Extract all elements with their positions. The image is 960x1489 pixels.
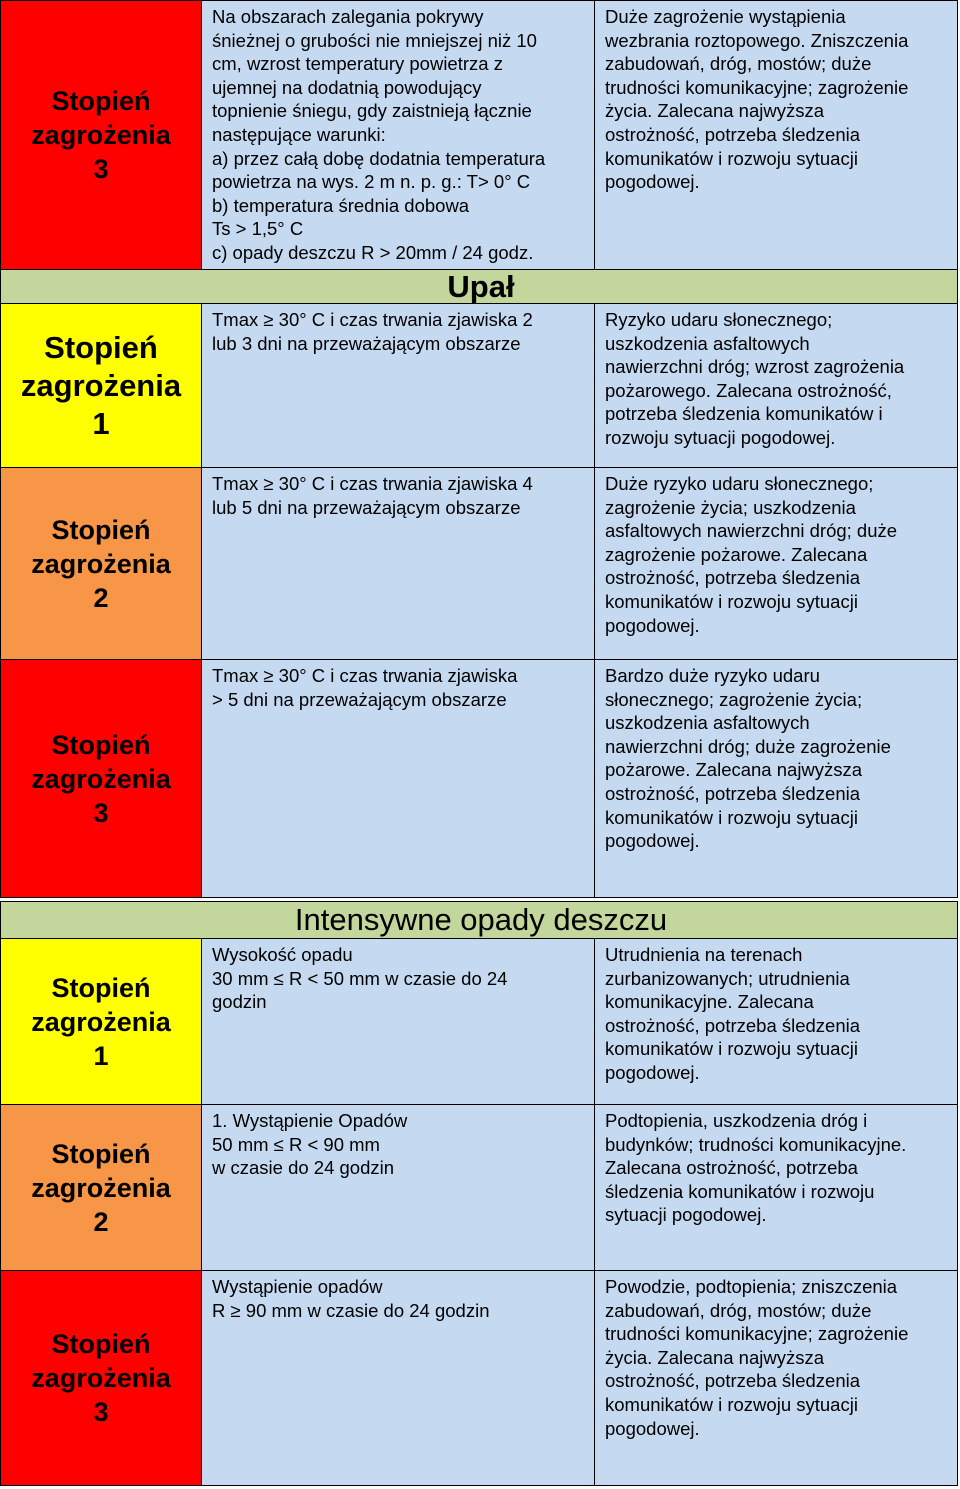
level-number: 1 xyxy=(92,405,110,441)
condition-line: Tmax ≥ 30° C i czas trwania zjawiska xyxy=(212,665,518,686)
condition-line: 30 mm ≤ R < 50 mm w czasie do 24 xyxy=(212,967,508,989)
effect-cell xyxy=(595,304,958,468)
condition-line: > 5 dni na przeważającym obszarze xyxy=(212,688,507,710)
level-word: Stopień xyxy=(51,1138,151,1169)
level-badge xyxy=(0,468,202,660)
effect-line: trudności komunikacyjne; zagrożenie xyxy=(605,1323,909,1345)
level-word: zagrożenia xyxy=(31,763,171,794)
effect-line: pogodowej. xyxy=(605,1417,700,1439)
effect-line: rozwoju sytuacji pogodowej. xyxy=(605,426,836,448)
effect-line: pożarowe. Zalecana najwyższa xyxy=(605,759,863,781)
effect-line: ostrożność, potrzeba śledzenia xyxy=(605,1014,861,1036)
level-badge xyxy=(0,1,202,270)
heat-row-level-2 xyxy=(0,468,958,660)
condition-line: b) temperatura średnia dobowa xyxy=(212,194,470,216)
condition-line: lub 3 dni na przeważającym obszarze xyxy=(212,332,521,354)
effect-line: pogodowej. xyxy=(605,614,700,636)
snowmelt-row-level-3 xyxy=(0,0,958,270)
level-word: zagrożenia xyxy=(31,548,171,579)
condition-line: Ts > 1,5° C xyxy=(212,218,304,240)
effect-line: ostrożność, potrzeba śledzenia xyxy=(605,123,861,145)
effect-line: nawierzchni dróg; wzrost zagrożenia xyxy=(605,356,905,378)
effect-line: zabudowań, dróg, mostów; duże xyxy=(605,1299,872,1321)
effect-line: ostrożność, potrzeba śledzenia xyxy=(605,567,861,589)
effect-line: komunikacyjne. Zalecana xyxy=(605,991,814,1013)
level-word: Stopień xyxy=(51,1329,151,1359)
condition-line: Wystąpienie opadów xyxy=(212,1276,383,1297)
condition-cell xyxy=(202,468,595,660)
heat-row-level-3 xyxy=(0,660,958,898)
condition-line: następujące warunki: xyxy=(212,123,386,145)
level-number: 3 xyxy=(93,154,109,184)
condition-line: w czasie do 24 godzin xyxy=(212,1157,395,1179)
effect-cell xyxy=(595,939,958,1105)
effect-line: Podtopienia, uszkodzenia dróg i xyxy=(605,1110,868,1131)
condition-cell xyxy=(202,1105,595,1271)
effect-line: zagrożenie pożarowe. Zalecana xyxy=(605,543,868,565)
level-badge xyxy=(0,1271,202,1486)
level-word: Stopień xyxy=(51,972,151,1003)
effect-line: sytuacji pogodowej. xyxy=(605,1204,767,1226)
level-word: Stopień xyxy=(44,329,158,365)
level-word: Stopień xyxy=(51,729,151,760)
effect-line: Utrudnienia na terenach xyxy=(605,944,803,965)
condition-line: ujemnej na dodatnią powodujący xyxy=(212,76,482,98)
effect-line: wezbrania roztopowego. Zniszczenia xyxy=(605,29,909,51)
condition-line: śnieżnej o grubości nie mniejszej niż 10 xyxy=(212,29,537,51)
condition-cell xyxy=(202,1271,595,1486)
condition-line: Na obszarach zalegania pokrywy xyxy=(212,6,484,27)
effect-cell xyxy=(595,468,958,660)
effect-line: uszkodzenia asfaltowych xyxy=(605,712,810,734)
condition-line: topnienie śniegu, gdy zaistnieją łącznie xyxy=(212,100,532,122)
effect-line: pożarowego. Zalecana ostrożność, xyxy=(605,379,892,401)
effect-line: zabudowań, dróg, mostów; duże xyxy=(605,53,872,75)
condition-line: a) przez całą dobę dodatnia temperatura xyxy=(212,147,546,169)
level-number: 3 xyxy=(93,797,109,828)
effect-line: potrzeba śledzenia komunikatów i xyxy=(605,403,883,425)
effect-cell xyxy=(595,1105,958,1271)
level-word: zagrożenia xyxy=(31,1006,171,1037)
level-number: 2 xyxy=(93,582,109,613)
condition-cell xyxy=(202,1,595,270)
level-word: zagrożenia xyxy=(31,1363,171,1393)
level-word: zagrożenia xyxy=(20,367,182,403)
effect-line: budynków; trudności komunikacyjne. xyxy=(605,1133,907,1155)
condition-cell xyxy=(202,939,595,1105)
condition-line: lub 5 dni na przeważającym obszarze xyxy=(212,496,521,518)
effect-line: pogodowej. xyxy=(605,830,700,852)
condition-line: c) opady deszczu R > 20mm / 24 godz. xyxy=(212,241,534,263)
level-number: 3 xyxy=(93,1397,109,1427)
level-badge xyxy=(0,304,202,468)
condition-line: 50 mm ≤ R < 90 mm xyxy=(212,1133,380,1155)
effect-line: nawierzchni dróg; duże zagrożenie xyxy=(605,735,891,757)
condition-line: R ≥ 90 mm w czasie do 24 godzin xyxy=(212,1299,490,1321)
effect-line: trudności komunikacyjne; zagrożenie xyxy=(605,76,909,98)
effect-line: Bardzo duże ryzyko udaru xyxy=(605,665,820,686)
effect-line: asfaltowych nawierzchni dróg; duże xyxy=(605,520,898,542)
heat-row-level-1 xyxy=(0,304,958,468)
effect-line: komunikatów i rozwoju sytuacji xyxy=(605,806,858,828)
level-badge xyxy=(0,660,202,898)
level-word: Stopień xyxy=(51,86,151,116)
level-badge xyxy=(0,1105,202,1271)
effect-line: słonecznego; zagrożenie życia; xyxy=(605,688,863,710)
effect-line: życia. Zalecana najwyższa xyxy=(605,100,825,122)
section-title: Intensywne opady deszczu xyxy=(294,902,668,937)
effect-line: komunikatów i rozwoju sytuacji xyxy=(605,1038,858,1060)
effect-line: ostrożność, potrzeba śledzenia xyxy=(605,782,861,804)
effect-line: komunikatów i rozwoju sytuacji xyxy=(605,147,858,169)
section-header-rain xyxy=(0,901,958,939)
effect-line: Ryzyko udaru słonecznego; xyxy=(605,309,833,330)
condition-line: cm, wzrost temperatury powietrza z xyxy=(212,53,503,75)
condition-line: godzin xyxy=(212,991,267,1013)
effect-line: Duże zagrożenie wystąpienia xyxy=(605,6,846,27)
level-badge xyxy=(0,939,202,1105)
effect-line: komunikatów i rozwoju sytuacji xyxy=(605,1393,858,1415)
effect-line: ostrożność, potrzeba śledzenia xyxy=(605,1370,861,1392)
effect-line: zurbanizowanych; utrudnienia xyxy=(605,967,850,989)
effect-line: pogodowej. xyxy=(605,1061,700,1083)
effect-line: pogodowej. xyxy=(605,171,700,193)
section-title: Upał xyxy=(447,268,515,304)
effect-line: Powodzie, podtopienia; zniszczenia xyxy=(605,1276,898,1297)
effect-line: Zalecana ostrożność, potrzeba xyxy=(605,1157,858,1179)
condition-line: powietrza na wys. 2 m n. p. g.: T> 0° C xyxy=(212,171,531,193)
level-number: 2 xyxy=(93,1206,109,1237)
effect-line: życia. Zalecana najwyższa xyxy=(605,1346,825,1368)
rain-row-level-2 xyxy=(0,1105,958,1271)
effect-cell xyxy=(595,660,958,898)
effect-line: Duże ryzyko udaru słonecznego; xyxy=(605,473,874,494)
section-header-heat xyxy=(0,270,958,304)
rain-row-level-1 xyxy=(0,939,958,1105)
level-word: zagrożenia xyxy=(31,1172,171,1203)
condition-line: Wysokość opadu xyxy=(212,944,353,965)
effect-cell xyxy=(595,1271,958,1486)
condition-cell xyxy=(202,304,595,468)
effect-line: komunikatów i rozwoju sytuacji xyxy=(605,590,858,612)
condition-line: 1. Wystąpienie Opadów xyxy=(212,1110,408,1131)
level-word: zagrożenia xyxy=(31,120,171,150)
condition-cell xyxy=(202,660,595,898)
effect-line: śledzenia komunikatów i rozwoju xyxy=(605,1180,875,1202)
condition-line: Tmax ≥ 30° C i czas trwania zjawiska 4 xyxy=(212,473,533,494)
condition-line: Tmax ≥ 30° C i czas trwania zjawiska 2 xyxy=(212,309,533,330)
rain-row-level-3 xyxy=(0,1271,958,1486)
level-word: Stopień xyxy=(51,514,151,545)
effect-cell xyxy=(595,1,958,270)
effect-line: zagrożenie życia; uszkodzenia xyxy=(605,496,856,518)
effect-line: uszkodzenia asfaltowych xyxy=(605,332,810,354)
level-number: 1 xyxy=(93,1040,109,1071)
